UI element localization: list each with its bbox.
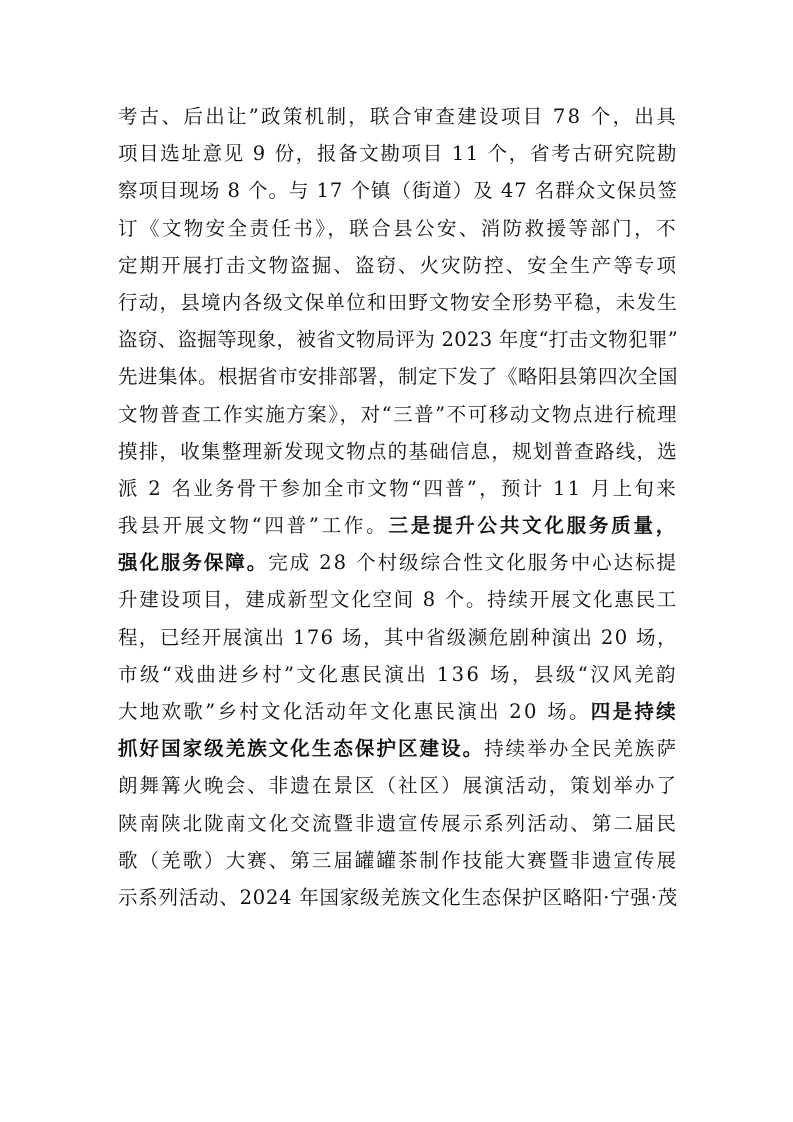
text-line bbox=[118, 730, 678, 767]
text-segment: 定期开展打击文物盗掘、盗窃、火灾防控、安全生产等专项 bbox=[118, 253, 678, 277]
text-segment: 察项目现场 8 个。与 17 个镇（街道）及 47 名群众文保员签 bbox=[118, 179, 678, 203]
text-line bbox=[118, 284, 678, 321]
text-segment: 持续举办全民羌族萨 bbox=[484, 737, 678, 761]
text-segment: 市级“戏曲进乡村”文化惠民演出 136 场，县级“汉风羌韵 bbox=[118, 662, 678, 686]
text-segment: 先进集体。根据省市安排部署，制定下发了《略阳县第四次全国 bbox=[118, 365, 678, 389]
text-segment: 文物普查工作实施方案》，对“三普”不可移动文物点进行梳理 bbox=[118, 402, 678, 426]
text-segment: 歌（羌歌）大赛、第三届罐罐茶制作技能大赛暨非遗宣传展 bbox=[118, 848, 678, 872]
text-segment: 项目选址意见 9 份，报备文勘项目 11 个，省考古研究院勘 bbox=[118, 142, 678, 166]
bold-text-segment: 四是持续 bbox=[590, 700, 678, 723]
text-line bbox=[118, 619, 678, 656]
text-line bbox=[118, 879, 678, 916]
text-segment: 考古、后出让”政策机制，联合审查建设项目 78 个，出具 bbox=[118, 105, 678, 128]
text-line bbox=[118, 135, 678, 172]
text-line bbox=[118, 98, 678, 135]
text-line bbox=[118, 172, 678, 209]
text-segment: 程，已经开展演出 176 场，其中省级濒危剧种演出 20 场， bbox=[118, 625, 678, 649]
text-line bbox=[118, 470, 678, 507]
text-segment: 盗窃、盗掘等现象，被省文物局评为 2023 年度“打击文物犯罪” bbox=[118, 328, 678, 352]
text-line bbox=[118, 544, 678, 581]
text-segment: 示系列活动、2024 年国家级羌族文化生态保护区略阳·宁强·茂 bbox=[118, 885, 678, 909]
text-segment: 升建设项目，建成新型文化空间 8 个。持续开展文化惠民工 bbox=[118, 588, 678, 612]
text-line bbox=[118, 842, 678, 879]
text-segment: 行动，县境内各级文保单位和田野文物安全形势平稳，未发生 bbox=[118, 290, 678, 314]
text-line bbox=[118, 321, 678, 358]
bold-text-segment: 抓好国家级羌族文化生态保护区建设。 bbox=[118, 737, 485, 761]
text-line bbox=[118, 396, 678, 433]
text-segment: 完成 28 个村级综合性文化服务中心达标提 bbox=[268, 551, 678, 575]
text-segment: 大地欢歌”乡村文化活动年文化惠民演出 20 场。 bbox=[118, 700, 591, 723]
text-line bbox=[118, 805, 678, 842]
text-line bbox=[118, 358, 678, 395]
text-segment: 我县开展文物“四普”工作。 bbox=[118, 514, 389, 538]
text-segment: 订《文物安全责任书》，联合县公安、消防救援等部门，不 bbox=[118, 216, 678, 240]
text-line bbox=[118, 581, 678, 618]
text-line bbox=[118, 767, 678, 804]
body-text bbox=[118, 98, 678, 916]
text-segment: 朗舞篝火晚会、非遗在景区（社区）展演活动，策划举办了 bbox=[118, 774, 678, 798]
bold-text-segment: 三是提升公共文化服务质量， bbox=[388, 514, 678, 538]
text-segment: 摸排，收集整理新发现文物点的基础信息，规划普查路线，选 bbox=[118, 439, 678, 463]
text-line bbox=[118, 247, 678, 284]
text-segment: 派 2 名业务骨干参加全市文物“四普”，预计 11 月上旬来 bbox=[118, 476, 678, 500]
text-line bbox=[118, 656, 678, 693]
text-line bbox=[118, 210, 678, 247]
bold-text-segment: 强化服务保障。 bbox=[118, 551, 269, 575]
text-line bbox=[118, 693, 678, 730]
text-line bbox=[118, 433, 678, 470]
text-segment: 陕南陕北陇南文化交流暨非遗宣传展示系列活动、第二届民 bbox=[118, 811, 678, 835]
text-line bbox=[118, 507, 678, 544]
